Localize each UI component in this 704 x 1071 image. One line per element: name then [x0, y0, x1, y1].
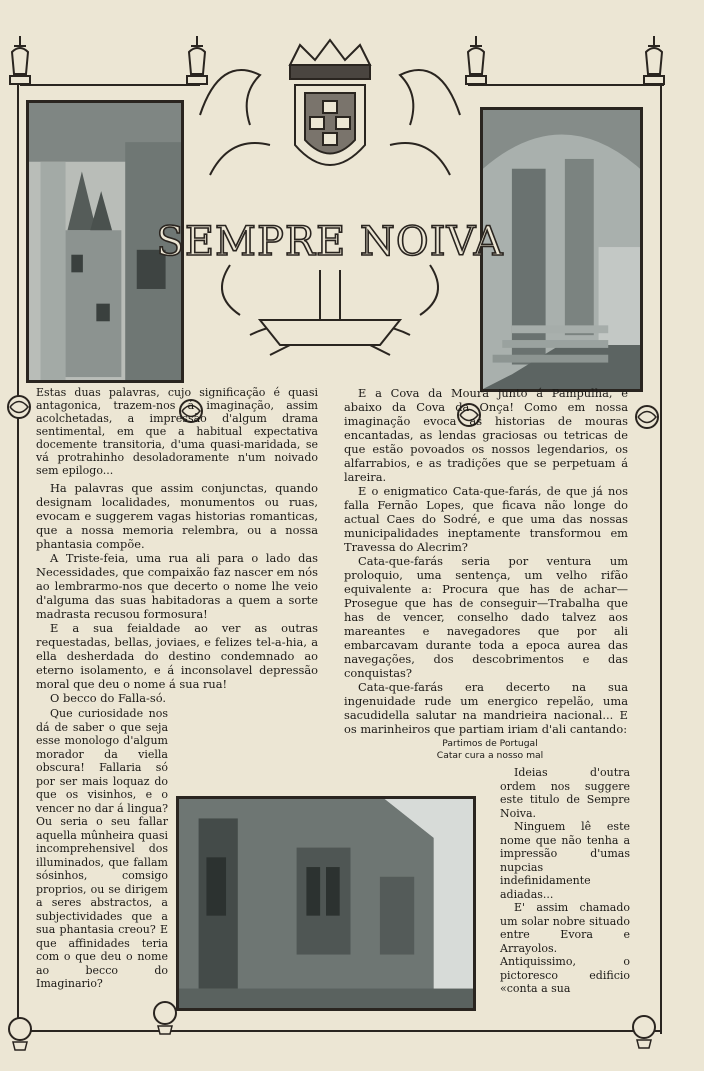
paragraph-ideias: Ideias d'outra ordem nos suggere este titulo de Sempre Noiva.	[500, 766, 630, 820]
paragraph-feialdade: E a sua feialdade ao ver as outras requestadas, bellas, joviaes, e felizes tel-a-hia, a ella desherdada do destino condemnado ao eterno isolamento, e á inconsolavel depressão moral que deu o nome á sua rua!	[36, 621, 318, 691]
paragraph-curiosidade: Que curiosidade nos dá de saber o que seja esse monologo d'algum morador da viella obscura! Fallaria só por ser mais loquaz do que os visinhos, e o vencer no dar á lingua? Ou seria o seu fallar aquella mûnheira quasi incomprehensivel dos illuminados, que fallam sósinhos, comsigo proprios, ou se dirigem a seres abstractos, a subjectividades que a sua phantasia creou? E que affinidades teria com o que deu o nome ao becco do Imaginario?	[36, 707, 168, 990]
paragraph-falla-so: O becco do Falla-só.	[50, 691, 166, 705]
frame-top-right	[468, 84, 664, 86]
knot-left-icon	[2, 390, 36, 424]
paragraph-cova-da-moura: E a Cova da Moura junto á Pampulha, e abaixo da Cova da Onça! Como em nossa imaginação evoca as historias de mouras encantadas, as lendas graciosas ou tetricas de que estão povoados os nossos legendarios, os alfarrabios, e as tradições que se perpetuam á lareira.	[344, 386, 628, 484]
masthead-artwork	[156, 35, 504, 365]
paragraph-cata-que-faras: E o enigmatico Cata-que-farás, de que já nos falla Fernão Lopes, que ficava não longe do actual Caes do Sodré, e que uma das nossas municipalidades ineptamente transformou em Travessa do Alecrim?	[344, 484, 628, 554]
coat-of-arms-icon	[156, 35, 504, 365]
verse-line-2: Catar cura a nosso mal	[436, 750, 544, 761]
frame-top-left	[20, 84, 200, 86]
left-column-text	[36, 386, 318, 477]
verse-line-1: Partimos de Portugal	[442, 738, 538, 749]
frame-left	[17, 84, 19, 1034]
photo-manor-facade	[176, 796, 476, 1011]
paragraph-proloquio: Cata-que-farás seria por ventura um proloquio, uma sentença, um velho rifão equivalente a: Procura que has de achar—Prosegue que has de conseguir—Trabalha que has de vencer, conselho dado talvez aos mareantes e navegadores que por ali embarcavam durante toda a epoca aurea das navegações, dos descobrimentos e das conquistas?	[344, 554, 628, 680]
paragraph-triste-feia: A Triste-feia, uma rua ali para o lado das Necessidades, que compaixão faz nascer em nós ao lembrarmo-nos que decerto o nome lhe veio d'alguma das suas habitadoras a quem a sorte madrasta recusou formosura!	[36, 551, 318, 621]
knot-right-icon	[630, 400, 664, 434]
paragraph-ninguem: Ninguem lê este nome que não tenha a impressão d'umas nupcias indefinidamente adiadas...	[500, 820, 630, 901]
finial-top-right-icon	[640, 34, 668, 94]
verse	[400, 738, 580, 762]
left-lower-text	[36, 707, 168, 991]
photo-vaulted-staircase	[480, 107, 643, 392]
finial-top-left-icon	[6, 34, 34, 94]
left-column-paragraphs	[36, 481, 318, 705]
right-column-text	[344, 386, 628, 736]
frame-right	[660, 84, 662, 1034]
right-lower-text	[500, 766, 630, 996]
paragraph-ha-palavras: Ha palavras que assim conjunctas, quando designam localidades, monumentos ou ruas, evocam e suggerem vagas historias romanticas, que a nossa memoria relembra, ou a nossa phantasia compõe.	[36, 481, 318, 551]
paragraph-ingenuidade: Cata-que-farás era decerto na sua ingenuidade rude um energico repelão, uma sacudidella salutar na mandrieira nacional... E os marinheiros que partiam iriam d'ali cantando:	[344, 680, 628, 736]
paragraph-intro: Estas duas palavras, cujo significação é quasi antagonica, trazem-nos á imaginação, assim acolchetadas, a impressão d'algum drama sentimental, em que a habitual expectativa docemente transitoria, d'uma quasi-maridada, se vá protrahinho desoladoramente n'um noivado sem epilogo...	[36, 386, 318, 477]
masthead-title: SEMPRE NOIVA	[156, 219, 504, 265]
paragraph-solar: E' assim chamado um solar nobre situado entre Evora e Arrayolos. Antiquissimo, o pictoresco edificio «conta a sua	[500, 901, 630, 995]
knot-bottom-left-icon	[3, 1012, 37, 1052]
frame-bottom	[17, 1030, 662, 1032]
knot-bottom-right-icon	[627, 1010, 661, 1050]
